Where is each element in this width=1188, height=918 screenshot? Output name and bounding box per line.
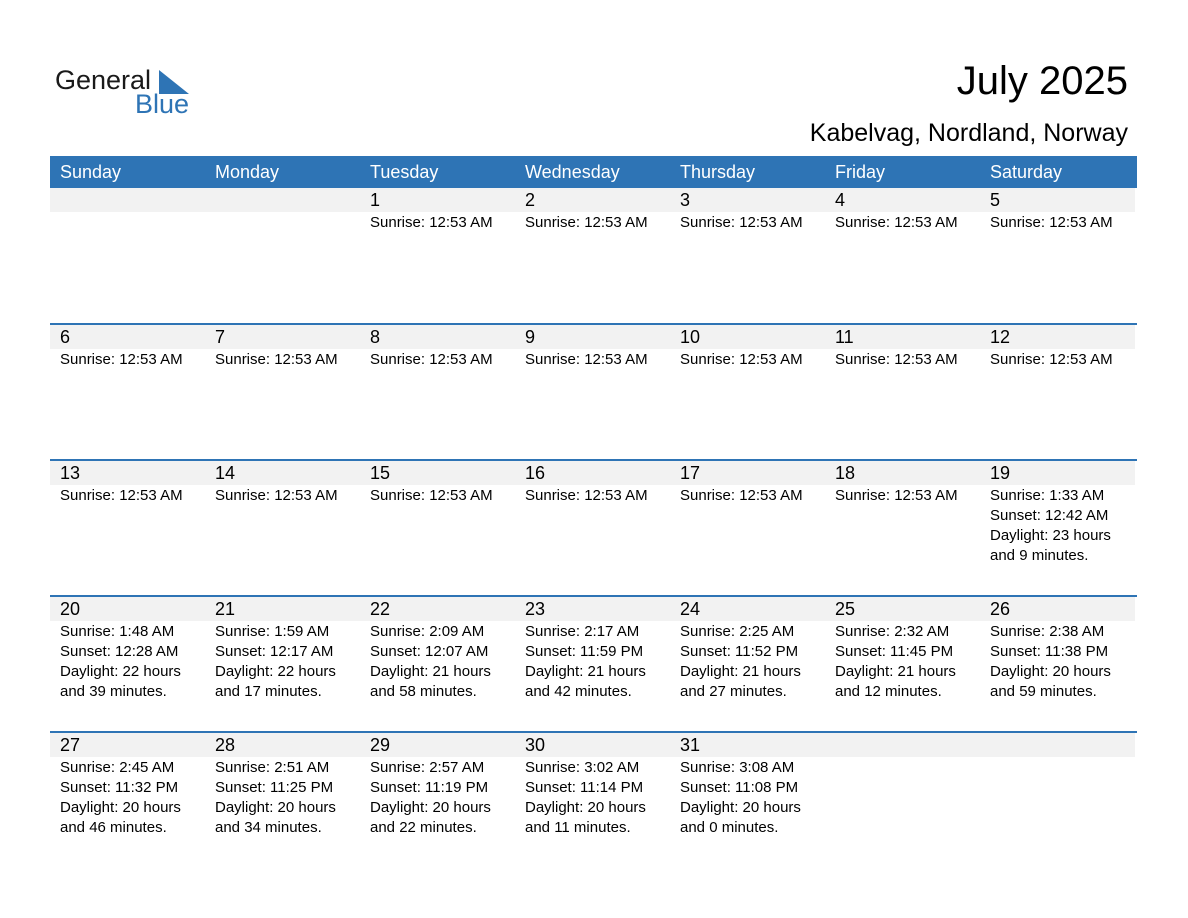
day-number: 21 — [205, 597, 360, 621]
sunrise-text: Sunrise: 12:53 AM — [370, 487, 493, 504]
empty-day-cell — [205, 188, 360, 323]
sunrise-text: Sunrise: 12:53 AM — [60, 351, 183, 368]
daylight-text: Daylight: 21 hours — [835, 663, 956, 680]
sunrise-text: Sunrise: 12:53 AM — [525, 214, 648, 231]
day-number: 26 — [980, 597, 1135, 621]
sunrise-text: Sunrise: 12:53 AM — [680, 487, 803, 504]
daylight-text: Daylight: 23 hours — [990, 527, 1111, 544]
day-info — [360, 212, 515, 233]
sunrise-text: Sunrise: 12:53 AM — [215, 351, 338, 368]
week-row — [50, 459, 1137, 595]
day-number: 5 — [980, 188, 1135, 212]
logo-text-blue: Blue — [135, 89, 190, 119]
day-info — [670, 757, 825, 838]
page-title: July 2025 — [956, 59, 1128, 103]
sunrise-text: Sunrise: 2:38 AM — [990, 623, 1105, 640]
day-cell — [360, 325, 515, 459]
day-number: 27 — [50, 733, 205, 757]
daylight-text: Daylight: 21 hours — [680, 663, 801, 680]
day-number: 29 — [360, 733, 515, 757]
day-number: 1 — [360, 188, 515, 212]
daylight-text: Daylight: 22 hours — [215, 663, 336, 680]
minutes-text: and 34 minutes. — [215, 819, 322, 836]
day-info — [50, 757, 205, 838]
day-number: 8 — [360, 325, 515, 349]
day-info — [515, 212, 670, 233]
day-number — [205, 188, 360, 212]
day-cell — [50, 733, 205, 867]
day-info — [515, 757, 670, 838]
weekday-friday: Friday — [835, 162, 886, 182]
sunset-text: Sunset: 11:32 PM — [60, 779, 179, 796]
sunrise-text: Sunrise: 12:53 AM — [525, 351, 648, 368]
day-cell — [670, 188, 825, 323]
day-info — [670, 349, 825, 370]
day-info — [670, 621, 825, 702]
minutes-text: and 9 minutes. — [990, 547, 1089, 564]
day-number — [825, 733, 980, 757]
day-info — [825, 212, 980, 233]
minutes-text: and 12 minutes. — [835, 683, 942, 700]
daylight-text: Daylight: 21 hours — [525, 663, 646, 680]
sunrise-text: Sunrise: 12:53 AM — [835, 351, 958, 368]
week-row — [50, 731, 1137, 867]
day-number: 18 — [825, 461, 980, 485]
day-cell — [205, 597, 360, 731]
day-number: 25 — [825, 597, 980, 621]
weekday-monday: Monday — [215, 162, 280, 182]
day-info — [825, 485, 980, 506]
day-info — [980, 349, 1135, 370]
day-info — [50, 349, 205, 370]
day-number: 11 — [825, 325, 980, 349]
day-cell — [670, 325, 825, 459]
daylight-text: Daylight: 20 hours — [990, 663, 1111, 680]
day-info — [360, 621, 515, 702]
day-info — [360, 757, 515, 838]
day-cell — [670, 597, 825, 731]
week-row — [50, 188, 1137, 323]
day-cell — [980, 188, 1135, 323]
day-info — [980, 485, 1135, 566]
sunset-text: Sunset: 11:52 PM — [680, 643, 799, 660]
sunrise-text: Sunrise: 12:53 AM — [835, 214, 958, 231]
weekday-sunday: Sunday — [60, 162, 122, 182]
sunset-text: Sunset: 11:25 PM — [215, 779, 334, 796]
day-cell — [205, 325, 360, 459]
day-info — [515, 621, 670, 702]
day-number: 10 — [670, 325, 825, 349]
day-cell — [670, 733, 825, 867]
day-cell — [515, 597, 670, 731]
sunrise-text: Sunrise: 12:53 AM — [525, 487, 648, 504]
minutes-text: and 39 minutes. — [60, 683, 167, 700]
day-info — [670, 485, 825, 506]
day-cell — [50, 461, 205, 595]
daylight-text: Daylight: 20 hours — [370, 799, 491, 816]
sunset-text: Sunset: 11:08 PM — [680, 779, 799, 796]
day-cell — [825, 461, 980, 595]
day-number: 15 — [360, 461, 515, 485]
day-cell — [50, 597, 205, 731]
sunrise-text: Sunrise: 2:25 AM — [680, 623, 795, 640]
day-cell — [360, 461, 515, 595]
day-cell — [515, 733, 670, 867]
day-number: 9 — [515, 325, 670, 349]
day-info — [205, 485, 360, 506]
day-cell — [825, 325, 980, 459]
day-number: 24 — [670, 597, 825, 621]
day-cell — [670, 461, 825, 595]
daylight-text: Daylight: 21 hours — [370, 663, 491, 680]
weekday-saturday: Saturday — [990, 162, 1063, 182]
day-info — [980, 621, 1135, 702]
sunrise-text: Sunrise: 1:59 AM — [215, 623, 330, 640]
sunrise-text: Sunrise: 12:53 AM — [680, 214, 803, 231]
empty-day-cell — [825, 733, 980, 867]
day-number: 2 — [515, 188, 670, 212]
sunrise-text: Sunrise: 1:48 AM — [60, 623, 175, 640]
sunrise-text: Sunrise: 2:51 AM — [215, 759, 330, 776]
day-cell — [205, 733, 360, 867]
day-number: 30 — [515, 733, 670, 757]
minutes-text: and 58 minutes. — [370, 683, 477, 700]
sunrise-text: Sunrise: 2:09 AM — [370, 623, 485, 640]
day-cell — [515, 188, 670, 323]
day-number: 23 — [515, 597, 670, 621]
day-number: 31 — [670, 733, 825, 757]
daylight-text: Daylight: 20 hours — [60, 799, 181, 816]
sunrise-text: Sunrise: 12:53 AM — [990, 351, 1113, 368]
sunset-text: Sunset: 11:45 PM — [835, 643, 954, 660]
day-cell — [515, 325, 670, 459]
weekday-wednesday: Wednesday — [525, 162, 620, 182]
minutes-text: and 46 minutes. — [60, 819, 167, 836]
day-info — [360, 485, 515, 506]
minutes-text: and 59 minutes. — [990, 683, 1097, 700]
week-row — [50, 323, 1137, 459]
weekday-tuesday: Tuesday — [370, 162, 439, 182]
day-cell — [360, 733, 515, 867]
empty-day-cell — [980, 733, 1135, 867]
sunrise-text: Sunrise: 12:53 AM — [215, 487, 338, 504]
sunset-text: Sunset: 12:42 AM — [990, 507, 1109, 524]
day-info — [205, 757, 360, 838]
day-cell — [980, 461, 1135, 595]
day-number: 6 — [50, 325, 205, 349]
day-number: 14 — [205, 461, 360, 485]
day-info — [515, 349, 670, 370]
day-info — [980, 212, 1135, 233]
day-number: 20 — [50, 597, 205, 621]
day-cell — [515, 461, 670, 595]
day-number: 19 — [980, 461, 1135, 485]
day-number: 7 — [205, 325, 360, 349]
sunrise-text: Sunrise: 12:53 AM — [60, 487, 183, 504]
sunrise-text: Sunrise: 12:53 AM — [835, 487, 958, 504]
day-number: 22 — [360, 597, 515, 621]
weekday-header-row — [50, 156, 1137, 188]
day-number: 4 — [825, 188, 980, 212]
day-number: 13 — [50, 461, 205, 485]
sunset-text: Sunset: 12:07 AM — [370, 643, 489, 660]
day-number: 16 — [515, 461, 670, 485]
sunrise-text: Sunrise: 12:53 AM — [990, 214, 1113, 231]
day-info — [50, 485, 205, 506]
day-info — [515, 485, 670, 506]
day-cell — [360, 597, 515, 731]
sunset-text: Sunset: 11:19 PM — [370, 779, 489, 796]
sunrise-text: Sunrise: 1:33 AM — [990, 487, 1105, 504]
sunset-text: Sunset: 12:17 AM — [215, 643, 334, 660]
day-number: 12 — [980, 325, 1135, 349]
day-info — [825, 621, 980, 702]
sunrise-text: Sunrise: 2:57 AM — [370, 759, 485, 776]
sunrise-text: Sunrise: 12:53 AM — [370, 351, 493, 368]
minutes-text: and 42 minutes. — [525, 683, 632, 700]
sunrise-text: Sunrise: 2:17 AM — [525, 623, 640, 640]
sunrise-text: Sunrise: 12:53 AM — [680, 351, 803, 368]
sunrise-text: Sunrise: 2:32 AM — [835, 623, 950, 640]
daylight-text: Daylight: 20 hours — [215, 799, 336, 816]
sunset-text: Sunset: 11:14 PM — [525, 779, 644, 796]
day-info — [825, 349, 980, 370]
week-row — [50, 595, 1137, 731]
day-info — [360, 349, 515, 370]
day-info — [50, 621, 205, 702]
sunrise-text: Sunrise: 12:53 AM — [370, 214, 493, 231]
sunset-text: Sunset: 11:38 PM — [990, 643, 1109, 660]
sunrise-text: Sunrise: 3:02 AM — [525, 759, 640, 776]
sunrise-text: Sunrise: 3:08 AM — [680, 759, 795, 776]
logo-text-general: General — [55, 65, 152, 95]
minutes-text: and 17 minutes. — [215, 683, 322, 700]
day-cell — [980, 597, 1135, 731]
minutes-text: and 0 minutes. — [680, 819, 779, 836]
generalblue-logo — [55, 64, 195, 120]
day-cell — [825, 188, 980, 323]
location-subtitle: Kabelvag, Nordland, Norway — [809, 119, 1128, 147]
day-number — [980, 733, 1135, 757]
minutes-text: and 27 minutes. — [680, 683, 787, 700]
day-cell — [980, 325, 1135, 459]
day-number: 17 — [670, 461, 825, 485]
day-cell — [360, 188, 515, 323]
day-info — [205, 621, 360, 702]
daylight-text: Daylight: 20 hours — [680, 799, 801, 816]
weekday-thursday: Thursday — [680, 162, 756, 182]
sunset-text: Sunset: 11:59 PM — [525, 643, 644, 660]
day-info — [670, 212, 825, 233]
day-number: 3 — [670, 188, 825, 212]
sunrise-text: Sunrise: 2:45 AM — [60, 759, 175, 776]
day-cell — [825, 597, 980, 731]
calendar-grid — [50, 156, 1137, 867]
day-cell — [205, 461, 360, 595]
day-number: 28 — [205, 733, 360, 757]
daylight-text: Daylight: 20 hours — [525, 799, 646, 816]
day-cell — [50, 325, 205, 459]
minutes-text: and 11 minutes. — [525, 819, 631, 836]
minutes-text: and 22 minutes. — [370, 819, 477, 836]
day-number — [50, 188, 205, 212]
day-info — [205, 349, 360, 370]
daylight-text: Daylight: 22 hours — [60, 663, 181, 680]
empty-day-cell — [50, 188, 205, 323]
weeks-container — [50, 188, 1137, 867]
sunset-text: Sunset: 12:28 AM — [60, 643, 179, 660]
